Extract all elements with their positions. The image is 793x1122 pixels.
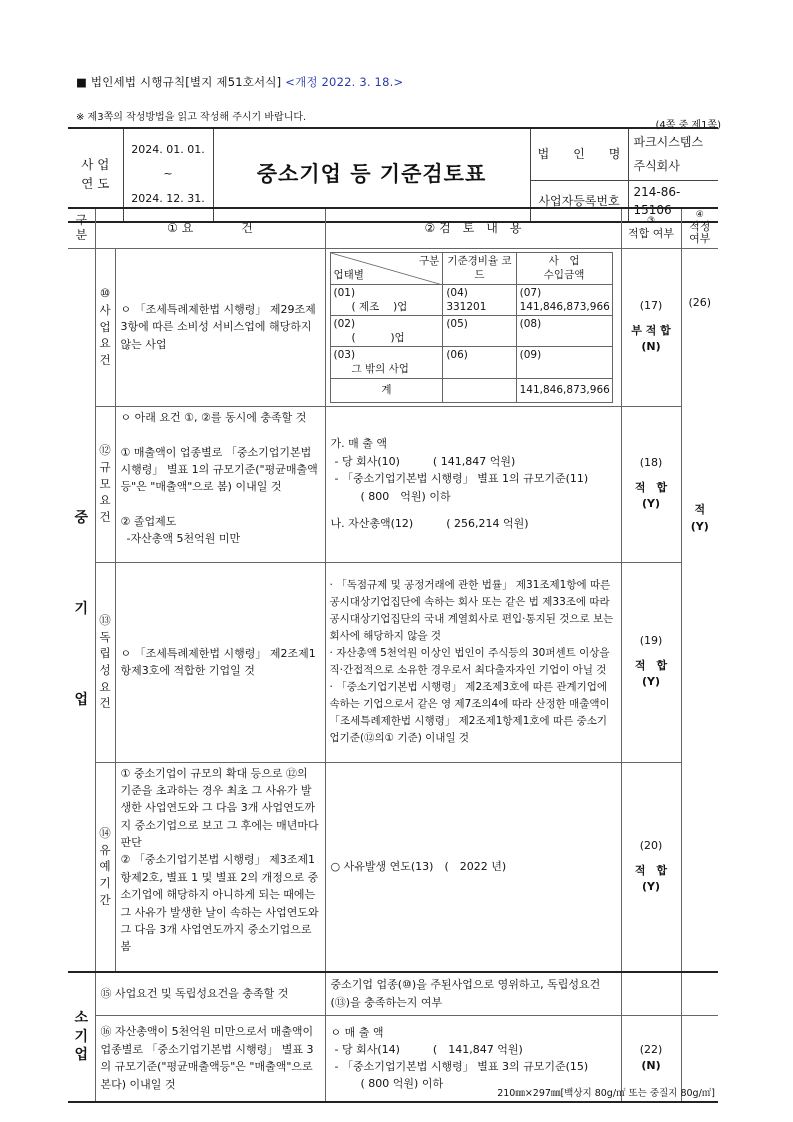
row-business — [68, 248, 718, 406]
paper-spec: 210㎜×297㎜[백상지 80g/㎡ 또는 중질지 80g/㎡] — [497, 1088, 715, 1099]
reg-no: 214-86-15106 — [628, 180, 718, 222]
industry-row: (02) ( )업 (05) (08) — [330, 315, 612, 346]
sme-label: 중 기 업 — [68, 248, 95, 972]
business-fit: (17) 부 적 합 (N) — [621, 248, 681, 406]
period-label: 사 업 연 도 — [68, 128, 123, 222]
business-requirement: ㅇ 「조세특례제한법 시행령」 제29조제3항에 따른 소비성 서비스업에 해당하지 않는 사업 — [115, 248, 325, 406]
form-header — [76, 74, 403, 90]
business-proper: (26) — [681, 248, 718, 406]
small-label: 소 기 업 — [68, 972, 95, 1102]
row-independence — [68, 562, 718, 762]
scale-fit: (18) 적 합 (Y) — [621, 406, 681, 562]
industry-code: 331201 — [446, 300, 487, 313]
small-scale-requirement: ⑯ 자산총액이 5천억원 미만으로서 매출액이 업종별로 「중소기업기본법 시행령」 별표 3의 규모기준("평균매출액등"은 "매출액"으로 본다) 이내일 것 — [95, 1015, 325, 1102]
corp-name-label: 법 인 명 — [530, 128, 628, 180]
scale-requirement: ㅇ 아래 요건 ①, ②를 동시에 충족할 것 ① 매출액이 업종별로 「중소기업기본법 시행령」 별표 1의 규모기준("평균매출액등"은 "매출액"으로 봄) 이내일 것 ② 졸업제도 -자산총액 5천억원 미만 — [115, 406, 325, 562]
period-sep: ~ — [163, 167, 173, 181]
col-proper: ④ 적정 여부 — [681, 208, 718, 248]
industry-table — [330, 252, 613, 403]
form-label: ■ 법인세법 시행규칙[별지 제51호서식] — [76, 75, 282, 89]
grace-label: ⑭ 유 예 기 간 — [95, 762, 115, 972]
reg-no-label: 사업자등록번호 — [530, 180, 628, 222]
business-review — [325, 248, 621, 406]
grace-review: ○ 사유발생 연도(13) ( 2022 년) — [325, 762, 621, 972]
total-amount: 141,846,873,966 — [516, 378, 612, 402]
industry-total-row: 계 141,846,873,966 — [330, 378, 612, 402]
revision-date: <개정 2022. 3. 18.> — [285, 75, 404, 89]
row-scale — [68, 406, 718, 562]
small-business-requirement: ⑮ 사업요건 및 독립성요건을 충족할 것 — [95, 972, 325, 1015]
industry-row: (01) ( 제조 )업 (04) 331201 (07) 141,846,873,966 — [330, 284, 612, 315]
revenue-amount: 141,846,873,966 — [519, 300, 610, 313]
col-category: 구 분 — [68, 208, 95, 248]
document-title: 중소기업 등 기준검토표 — [213, 128, 530, 222]
col-fit: ③ 적합 여부 — [621, 208, 681, 248]
page-indicator: (4쪽 중 제1쪽) — [655, 120, 721, 131]
business-label: ⑩ 사 업 요 건 — [95, 248, 115, 406]
scale-review: 가. 매 출 액 - 당 회사(10) ( 141,847 억원) - 「중소기업기본법 시행령」 별표 1의 규모기준(11) ( 800 억원) 이하 나. 자산총액(12) ( 256,214 억원) — [325, 406, 621, 562]
col-review: ② 검 토 내 용 — [325, 208, 621, 248]
independence-label: ⑬ 독 립 성 요 건 — [95, 562, 115, 762]
industry-row: (03) 그 밖의 사업 (06) (09) — [330, 347, 612, 378]
diagonal-line-icon — [331, 253, 443, 285]
small-scale-review: ㅇ 매 출 액 - 당 회사(14) ( 141,847 억원) - 「중소기업기본법 시행령」 별표 3의 규모기준(15) ( 800 억원) 이하 — [325, 1015, 621, 1102]
sme-proper: 적 (Y) — [681, 406, 718, 972]
independence-review: · 「독점규제 및 공정거래에 관한 법률」 제31조제1항에 따른 공시대상기업집단에 속하는 회사 또는 같은 법 제33조에 따라 공시대상기업집단의 국내 계열회사로 편입·통지된 것으로 보는 회사에 해당하지 않을 것 · 자산총액 5천억원 이상인 법인이 주식등의 30퍼센트 이상을 직·간접적으로 소유한 경우로서 최다출자자인 기업이 아닐 것 · 「중소기업기본법 시행령」 제2조제3호에 따른 관계기업에 속하는 기업으로서 같은 영 제7조의4에 따라 산정한 매출액이 「조세특례제한법 시행령」 제2조제1항제1호에 따른 중소기업기준(⑫의① 기준) 이내일 것 — [325, 562, 621, 762]
col-requirement: ① 요 건 — [95, 208, 325, 248]
independence-requirement: ㅇ 「조세특례제한법 시행령」 제2조제1항제3호에 적합한 기업일 것 — [115, 562, 325, 762]
header-amount: 사 업 수입금액 — [516, 252, 612, 284]
grace-requirement: ① 중소기업이 규모의 확대 등으로 ⑫의 기준을 초과하는 경우 최초 그 사유가 발생한 사업연도와 그 다음 3개 사업연도까지 중소기업으로 보고 그 후에는 매년마다 판단 ② 「중소기업기본법 시행령」 제3조제1항제2호, 별표 1 및 별표 2의 개정으로 중소기업에 해당하지 아니하게 되는 때에는 그 사유가 발생한 날이 속하는 사업연도와 그 다음 3개 사업연도까지 중소기업으로 봄 — [115, 762, 325, 972]
row-small-business — [68, 972, 718, 1015]
grace-fit: (20) 적 합 (Y) — [621, 762, 681, 972]
period-end: 2024. 12. 31. — [131, 192, 205, 206]
independence-fit: (19) 적 합 (Y) — [621, 562, 681, 762]
period-start: 2024. 01. 01. — [131, 142, 205, 156]
small-scale-fit: (22) (N) — [621, 1015, 681, 1102]
row-grace — [68, 762, 718, 972]
small-business-review: 중소기업 업종(⑩)을 주된사업으로 영위하고, 독립성요건(⑬)을 충족하는지 여부 — [325, 972, 621, 1015]
scale-label: ⑫ 규 모 요 건 — [95, 406, 115, 562]
diag-header: 구분 업태별 — [330, 252, 443, 284]
header-code: 기준경비율 코드 — [443, 252, 516, 284]
instruction-text: ※ 제3쪽의 작성방법을 읽고 작성해 주시기 바랍니다. — [76, 112, 307, 123]
review-table — [68, 207, 718, 1103]
corp-name: 파크시스템스 주식회사 — [628, 128, 718, 180]
